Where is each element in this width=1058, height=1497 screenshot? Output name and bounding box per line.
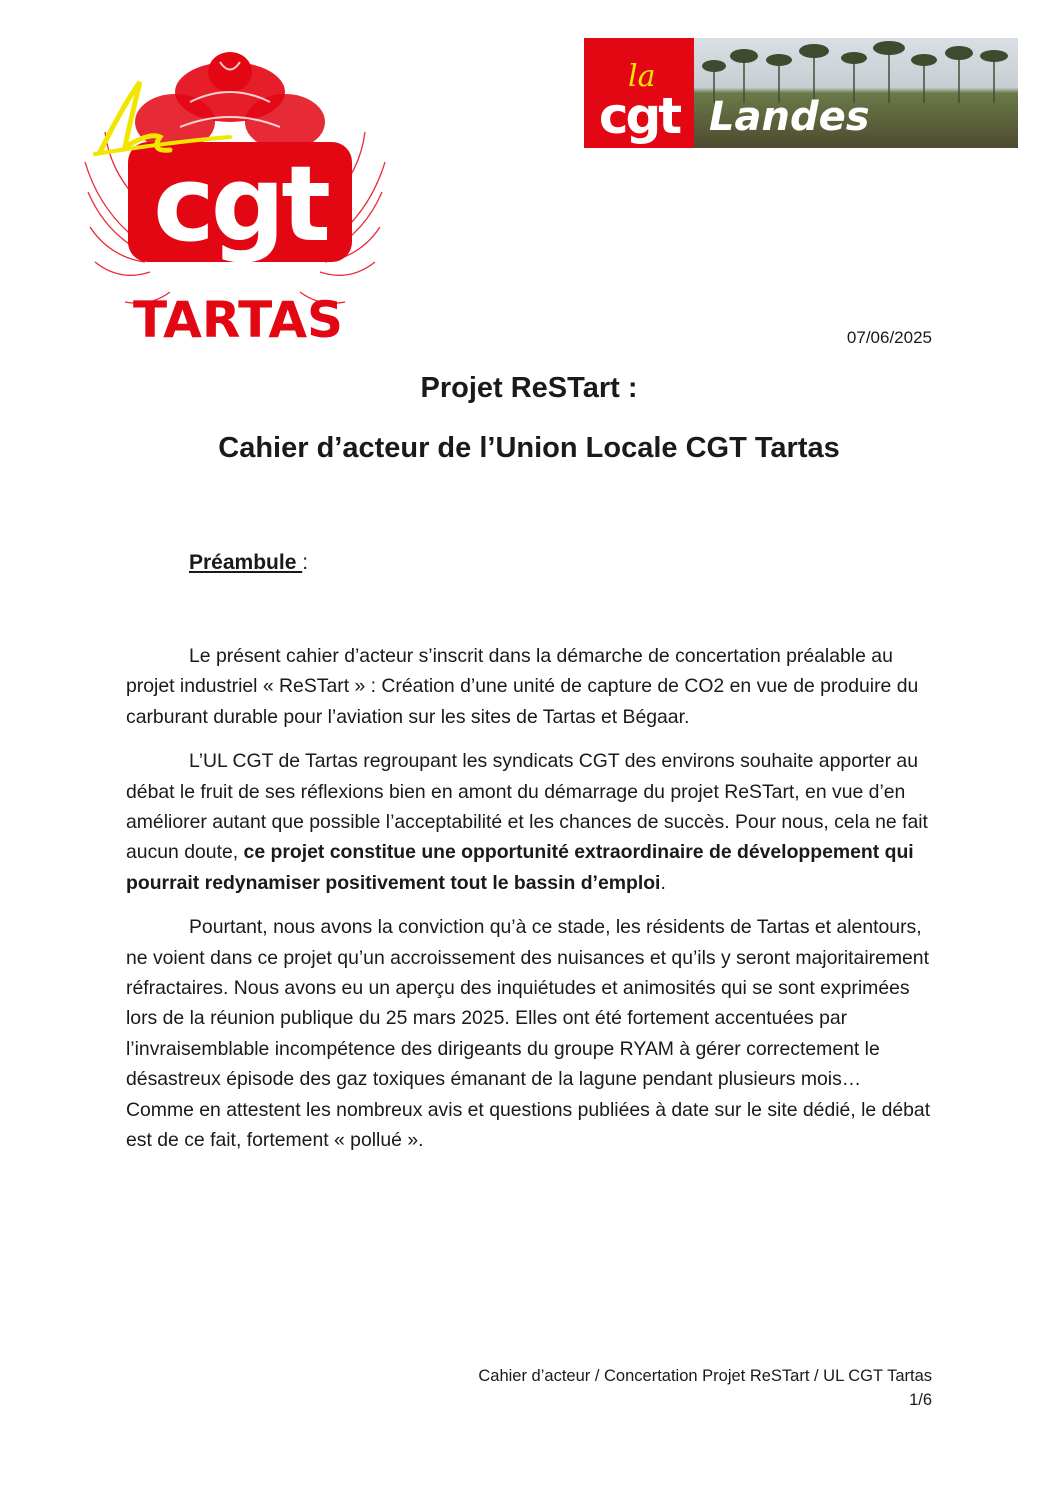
document-subtitle: Cahier d’acteur de l’Union Locale CGT Tartas bbox=[218, 432, 840, 464]
preamble-colon: : bbox=[302, 551, 309, 574]
paragraph-2-bold: ce projet constitue une opportunité extraordinaire de développement qui pourrait redynamiser positivement tout le bassin d’emploi bbox=[126, 841, 914, 894]
svg-text:TARTAS: TARTAS bbox=[132, 291, 344, 344]
paragraph-2-text: L’UL CGT de Tartas regroupant les syndicats CGT des environs souhaite apporter au débat le fruit de ses réflexions bien en amont du démarrage du projet ReSTart, en vue d’en améliorer autant que possible l’acceptabilité et les chances de succès. Pour nous, cela ne fait aucun doute, bbox=[126, 750, 928, 864]
page-footer bbox=[478, 1364, 932, 1412]
footer-text: Cahier d’acteur / Concertation Projet ReSTart / UL CGT Tartas bbox=[478, 1367, 932, 1385]
paragraph-1: Le présent cahier d’acteur s’inscrit dans la démarche de concertation préalable au projet industriel « ReSTart » : Création d’une unité de capture de CO2 en vue de produire du carburant durable pour l’aviation sur les sites de Tartas et Bégaar. bbox=[126, 645, 919, 728]
preamble-heading bbox=[189, 551, 308, 575]
paragraph-3: Pourtant, nous avons la conviction qu’à ce stade, les résidents de Tartas et alentours, ne voient dans ce projet qu’un accroissement des nuisances et qu’ils y seront majoritairement réfractaires. Nous avons eu un aperçu des inquiétudes et animosités qui se sont exprimées lors de la réunion publique du 25 mars 2025. Elles ont été fortement accentuées par l’invraisemblable incompétence des dirigeants du groupe RYAM à gérer correctement le désastreux épisode des gaz toxiques émanant de la lagune pendant plusieurs mois… Comme en attestent les nombreux avis et questions publiées à date sur le site dédié, le débat est de ce fait, fortement « pollué ». bbox=[126, 916, 931, 1152]
preamble-heading-text: Préambule bbox=[189, 551, 303, 574]
cgt-tartas-logo bbox=[80, 42, 392, 344]
svg-text:la: la bbox=[628, 59, 656, 94]
cgt-landes-banner bbox=[584, 38, 1018, 148]
document-body bbox=[126, 641, 932, 1170]
page-number: 1/6 bbox=[909, 1391, 932, 1409]
svg-text:cgt: cgt bbox=[153, 143, 327, 265]
paragraph-2-end: . bbox=[660, 871, 666, 894]
document-title: Projet ReSTart : bbox=[420, 372, 638, 404]
document-date: 07/06/2025 bbox=[846, 328, 932, 347]
svg-text:Landes: Landes bbox=[709, 94, 870, 140]
cgt-landes-banner-graphic bbox=[584, 38, 1018, 148]
svg-text:cgt: cgt bbox=[598, 87, 680, 145]
cgt-tartas-logo-graphic bbox=[80, 42, 392, 344]
paragraph-2 bbox=[126, 746, 932, 898]
